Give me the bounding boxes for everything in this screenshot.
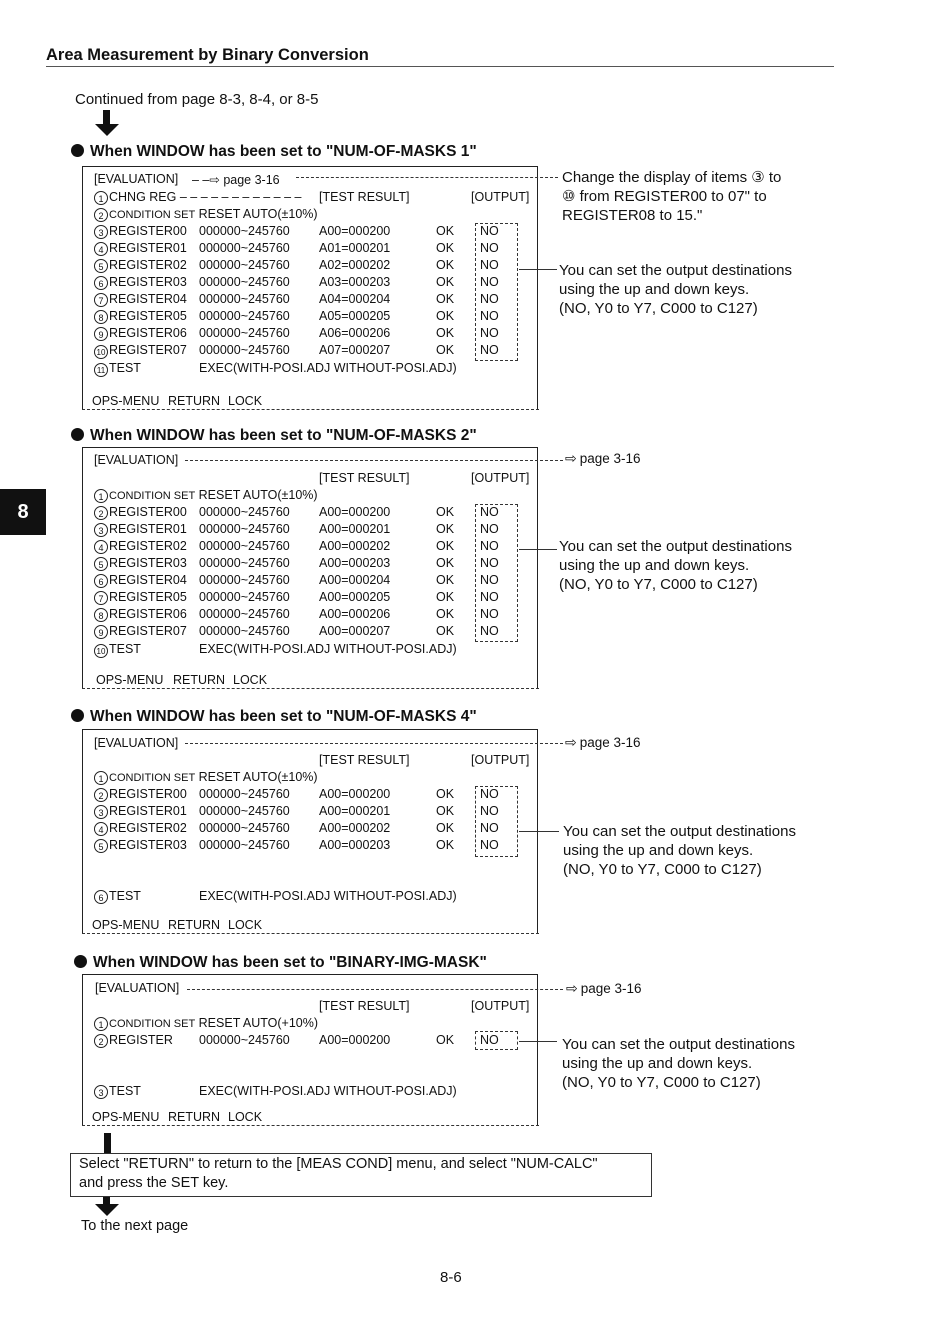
ops-menu-button[interactable]: OPS-MENU [92,918,160,932]
page-ref-link[interactable]: ⇨ page 3-16 [565,450,641,466]
register-range: 000000~245760 [199,539,290,553]
register-value: A00=000207 [319,624,391,638]
register-result: OK [436,343,455,357]
item-number-icon: 3 [94,805,108,819]
register-value: A00=000204 [319,573,391,587]
register-item[interactable]: 2 REGISTER [94,1033,173,1048]
item-number-icon: 5 [94,839,108,853]
register-range: 000000~245760 [199,343,290,357]
register-range: 000000~245760 [199,804,290,818]
chapter-tab: 8 [0,489,46,535]
exec-option[interactable]: EXEC(WITH-POSI.ADJ WITHOUT-POSI.ADJ) [199,642,457,656]
item-number-icon: 5 [94,557,108,571]
register-range: 000000~245760 [199,590,290,604]
register-range: 000000~245760 [199,292,290,306]
item-number-icon: 4 [94,822,108,836]
condition-set-item[interactable]: 2 CONDITION SET RESET AUTO(±10%) [94,207,318,222]
register-range: 000000~245760 [199,522,290,536]
screen-binary-img-mask [82,974,542,1128]
register-value: A01=000201 [319,241,391,255]
output-header: [OUTPUT] [471,999,530,1013]
ops-menu-button[interactable]: OPS-MENU [92,1110,160,1124]
register-value: A00=000202 [319,539,391,553]
leader-line [519,1041,557,1042]
register-result: OK [436,292,455,306]
output-dest-note: You can set the output destinations using the up and down keys. (NO, Y0 to Y7, C000 to C127) [563,823,796,878]
test-item[interactable]: 11 TEST [94,361,141,377]
register-item[interactable]: 4 REGISTER02 [94,539,187,554]
register-range: 000000~245760 [199,309,290,323]
output-header: [OUTPUT] [471,190,530,204]
condition-set-item[interactable]: 1 CONDITION SET RESET AUTO(+10%) [94,1016,318,1031]
item-number-icon: 6 [94,574,108,588]
register-value: A03=000203 [319,275,391,289]
page-ref-link[interactable]: ⇨ page 3-16 [566,980,642,996]
register-range: 000000~245760 [199,821,290,835]
output-select[interactable]: NO [480,804,499,818]
register-result: OK [436,309,455,323]
page-ref-link[interactable]: ⇨ page 3-16 [565,734,641,750]
register-value: A00=000200 [319,787,391,801]
output-select[interactable]: NO [480,539,499,553]
register-range: 000000~245760 [199,607,290,621]
leader-line [519,549,557,550]
register-range: 000000~245760 [199,624,290,638]
section2-title: When WINDOW has been set to "NUM-OF-MASKS 2" [71,427,477,445]
register-item[interactable]: 7 REGISTER04 [94,292,187,307]
register-item[interactable]: 4 REGISTER02 [94,821,187,836]
output-select[interactable]: NO [480,522,499,536]
register-range: 000000~245760 [199,241,290,255]
register-result: OK [436,258,455,272]
section3-title: When WINDOW has been set to "NUM-OF-MASKS 4" [71,708,477,726]
leader-line [519,269,557,270]
register-item[interactable]: 6 REGISTER04 [94,573,187,588]
evaluation-label: [EVALUATION] [94,736,179,750]
output-dest-box [475,1031,518,1050]
register-value: A00=000201 [319,522,391,536]
register-value: A00=000201 [319,804,391,818]
register-result: OK [436,275,455,289]
register-item[interactable]: 8 REGISTER05 [94,309,187,324]
leader-line [185,743,563,744]
header-rule [46,66,834,67]
register-range: 000000~245760 [199,787,290,801]
lock-button[interactable]: LOCK [228,1110,263,1124]
chng-reg-item[interactable]: 1 CHNG REG – – – – – – – – – – – – [94,190,301,205]
ops-menu-button[interactable]: OPS-MENU [96,673,164,687]
output-select[interactable]: NO [480,1033,499,1047]
register-item[interactable]: 2 REGISTER00 [94,787,187,802]
register-value: A04=000204 [319,292,391,306]
register-value: A00=000206 [319,607,391,621]
lock-button[interactable]: LOCK [228,918,263,932]
return-button[interactable]: RETURN [168,918,221,932]
output-dest-box [475,786,518,857]
register-item[interactable]: 9 REGISTER06 [94,326,187,341]
register-value: A00=000200 [319,505,391,519]
output-dest-box [475,504,518,642]
leader-line [296,177,558,178]
register-item[interactable]: 4 REGISTER01 [94,241,187,256]
register-item[interactable]: 9 REGISTER07 [94,624,187,639]
register-result: OK [436,787,455,801]
item-number-icon: 8 [94,310,108,324]
register-result: OK [436,590,455,604]
register-result: OK [436,1033,455,1047]
exec-option[interactable]: EXEC(WITH-POSI.ADJ WITHOUT-POSI.ADJ) [199,1084,457,1098]
register-value: A00=000200 [319,1033,391,1047]
output-select[interactable]: NO [480,275,499,289]
register-range: 000000~245760 [199,224,290,238]
register-result: OK [436,838,455,852]
evaluation-label: [EVALUATION] [94,172,179,186]
exec-option[interactable]: EXEC(WITH-POSI.ADJ WITHOUT-POSI.ADJ) [199,889,457,903]
test-result-header: [TEST RESULT] [319,190,410,204]
section1-title: When WINDOW has been set to "NUM-OF-MASKS 1" [71,143,477,161]
item-number-icon: 4 [94,242,108,256]
output-dest-note: You can set the output destinations using the up and down keys. (NO, Y0 to Y7, C000 to C127) [559,262,792,317]
register-result: OK [436,505,455,519]
item-number-icon: 6 [94,276,108,290]
register-value: A00=000205 [319,590,391,604]
register-range: 000000~245760 [199,275,290,289]
item-number-icon: 7 [94,591,108,605]
test-result-header: [TEST RESULT] [319,999,410,1013]
register-item[interactable]: 3 REGISTER01 [94,804,187,819]
item-number-icon: 9 [94,327,108,341]
item-number-icon: 2 [94,506,108,520]
register-result: OK [436,556,455,570]
output-select[interactable]: NO [480,292,499,306]
register-result: OK [436,224,455,238]
output-dest-box [475,223,518,361]
register-item[interactable]: 6 REGISTER03 [94,275,187,290]
output-select[interactable]: NO [480,258,499,272]
leader-line [187,989,563,990]
output-select[interactable]: NO [480,624,499,638]
lock-button[interactable]: LOCK [233,673,268,687]
item-number-icon: 3 [94,523,108,537]
register-value: A00=000202 [319,821,391,835]
page-number: 8-6 [440,1269,462,1286]
exec-option[interactable]: EXEC(WITH-POSI.ADJ WITHOUT-POSI.ADJ) [199,361,457,375]
register-range: 000000~245760 [199,573,290,587]
register-item[interactable]: 5 REGISTER02 [94,258,187,273]
output-select[interactable]: NO [480,241,499,255]
register-item[interactable]: 7 REGISTER05 [94,590,187,605]
page-title: Area Measurement by Binary Conversion [46,46,369,64]
item-number-icon: 8 [94,608,108,622]
output-select[interactable]: NO [480,224,499,238]
instruction-box: Select "RETURN" to return to the [MEAS COND] menu, and select "NUM-CALC" and press the SET key. [70,1153,652,1197]
item-number-icon: 2 [94,788,108,802]
leader-line [519,831,559,832]
output-select[interactable]: NO [480,573,499,587]
screen-num-of-masks-4 [82,729,542,935]
lock-button[interactable]: LOCK [228,394,263,408]
register-range: 000000~245760 [199,556,290,570]
register-result: OK [436,624,455,638]
evaluation-label: [EVALUATION] [94,453,179,467]
register-result: OK [436,539,455,553]
register-range: 000000~245760 [199,505,290,519]
return-button[interactable]: RETURN [173,673,226,687]
register-value: A05=000205 [319,309,391,323]
output-select[interactable]: NO [480,590,499,604]
change-display-note: Change the display of items ③ to ⑩ from REGISTER00 to 07" to REGISTER08 to 15." [562,169,782,224]
register-range: 000000~245760 [199,1033,290,1047]
register-item[interactable]: 3 REGISTER01 [94,522,187,537]
register-item[interactable]: 2 REGISTER00 [94,505,187,520]
output-select[interactable]: NO [480,607,499,621]
output-select[interactable]: NO [480,326,499,340]
output-select[interactable]: NO [480,343,499,357]
register-result: OK [436,326,455,340]
register-range: 000000~245760 [199,326,290,340]
screen-num-of-masks-1 [82,166,542,411]
condition-set-item[interactable]: 1 CONDITION SET RESET AUTO(±10%) [94,488,318,503]
register-result: OK [436,573,455,587]
output-select[interactable]: NO [480,505,499,519]
output-select[interactable]: NO [480,556,499,570]
register-value: A06=000206 [319,326,391,340]
item-number-icon: 3 [94,225,108,239]
page-ref-link[interactable]: – –⇨ page 3-16 [192,173,280,187]
test-item[interactable]: 6 TEST [94,889,141,904]
test-item[interactable]: 10 TEST [94,642,141,658]
condition-set-item[interactable]: 1 CONDITION SET RESET AUTO(±10%) [94,770,318,785]
item-number-icon: 9 [94,625,108,639]
item-number-icon: 4 [94,540,108,554]
register-result: OK [436,241,455,255]
continued-note: Continued from page 8-3, 8-4, or 8-5 [75,91,319,108]
evaluation-label: [EVALUATION] [95,981,180,995]
register-item[interactable]: 5 REGISTER03 [94,838,187,853]
register-value: A00=000203 [319,838,391,852]
item-number-icon: 5 [94,259,108,273]
test-result-header: [TEST RESULT] [319,753,410,767]
return-button[interactable]: RETURN [168,394,221,408]
next-page-label: To the next page [81,1218,189,1234]
output-header: [OUTPUT] [471,753,530,767]
output-select[interactable]: NO [480,309,499,323]
test-item[interactable]: 3 TEST [94,1084,141,1099]
register-item[interactable]: 8 REGISTER06 [94,607,187,622]
output-select[interactable]: NO [480,821,499,835]
register-result: OK [436,821,455,835]
register-value: A07=000207 [319,343,391,357]
item-number-icon: 10 [94,345,108,359]
leader-line [185,460,563,461]
register-result: OK [436,522,455,536]
ops-menu-button[interactable]: OPS-MENU [92,394,160,408]
register-value: A02=000202 [319,258,391,272]
register-value: A00=000200 [319,224,391,238]
register-result: OK [436,804,455,818]
register-item[interactable]: 5 REGISTER03 [94,556,187,571]
register-item[interactable]: 3 REGISTER00 [94,224,187,239]
test-result-header: [TEST RESULT] [319,471,410,485]
output-dest-note: You can set the output destinations using the up and down keys. (NO, Y0 to Y7, C000 to C127) [559,538,792,593]
register-result: OK [436,607,455,621]
register-range: 000000~245760 [199,838,290,852]
output-select[interactable]: NO [480,838,499,852]
section4-title: When WINDOW has been set to "BINARY-IMG-MASK" [74,954,487,972]
output-header: [OUTPUT] [471,471,530,485]
register-range: 000000~245760 [199,258,290,272]
return-button[interactable]: RETURN [168,1110,221,1124]
screen-num-of-masks-2 [82,447,542,690]
output-select[interactable]: NO [480,787,499,801]
register-value: A00=000203 [319,556,391,570]
register-item[interactable]: 10 REGISTER07 [94,343,187,359]
item-number-icon: 7 [94,293,108,307]
output-dest-note: You can set the output destinations using the up and down keys. (NO, Y0 to Y7, C000 to C127) [562,1036,795,1091]
